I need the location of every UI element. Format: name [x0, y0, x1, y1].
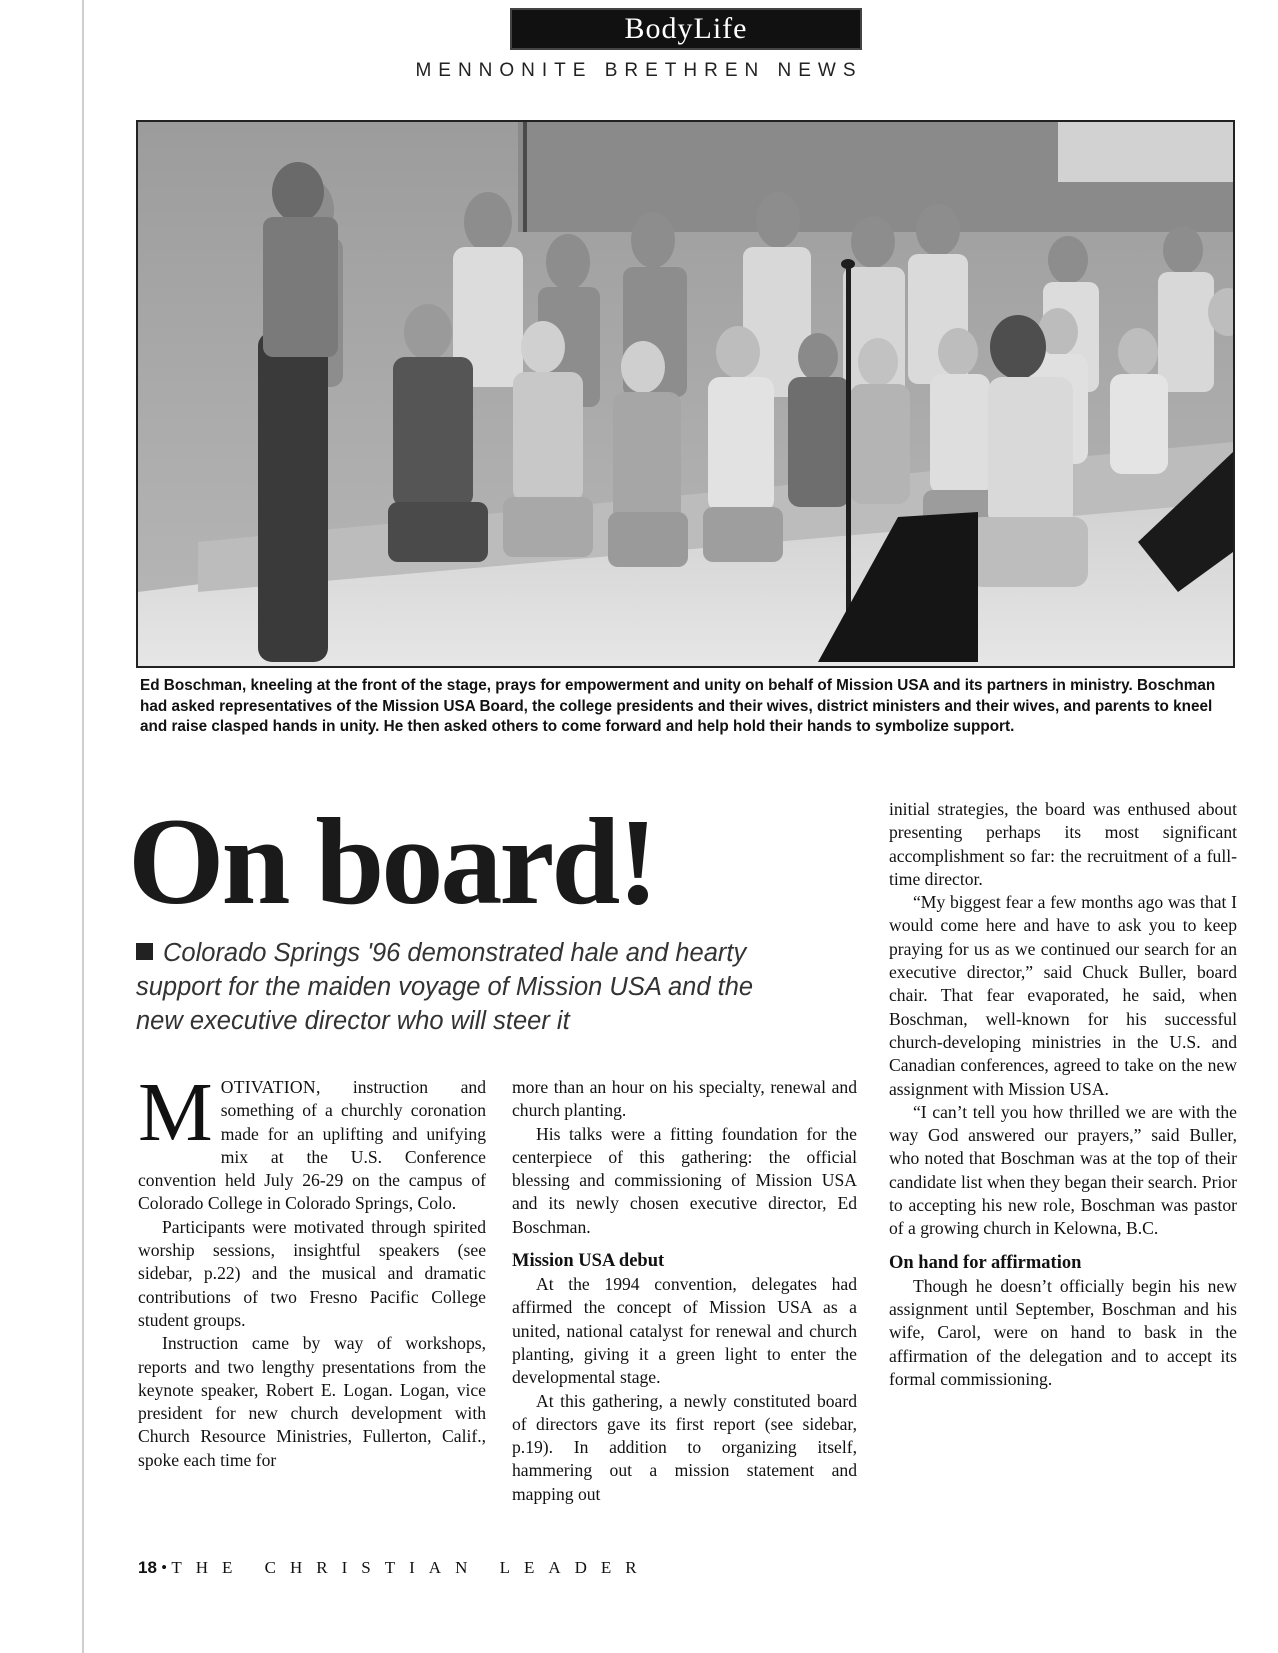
article-column-2	[512, 1076, 857, 1506]
page-footer	[138, 1558, 651, 1578]
lead-caps: OTIVATION	[220, 1077, 316, 1097]
paragraph: At this gathering, a newly constituted board of directors gave its first report (see sidebar, p.19). In addition to organizing itself, hammering out a mission statement and mapping out	[512, 1390, 857, 1504]
margin-rule	[82, 0, 84, 1653]
publication-name: THE CHRISTIAN LEADER	[171, 1558, 651, 1577]
lead-paragraph	[138, 1066, 486, 1216]
article-deck	[136, 936, 796, 1038]
photo-illustration	[138, 122, 1233, 666]
section-subtitle: MENNONITE BRETHREN NEWS	[415, 60, 863, 81]
paragraph: Instruction came by way of workshops, reports and two lengthy presentations from the keynote speaker, Robert E. Logan. Logan, vice president for new church development with Church Resource Ministries, Fullerton, Calif., spoke each time for	[138, 1333, 486, 1470]
article-column-3	[889, 798, 1237, 1391]
drop-cap: M	[138, 1066, 213, 1159]
paragraph: Participants were motivated through spirited worship sessions, insightful speakers (see sidebar, p.22) and the musical and dramatic contributions of two Fresno Pacific College student groups.	[138, 1216, 486, 1330]
section-masthead: BodyLife	[510, 8, 862, 50]
section-subheading: Mission USA debut	[512, 1251, 665, 1272]
section-subheading: On hand for affirmation	[889, 1252, 1082, 1273]
paragraph: initial strategies, the board was enthused about presenting perhaps its most significant accomplishment so far: the recruitment of a full-time director.	[889, 799, 1237, 889]
deck-text: Colorado Springs '96 demonstrated hale and hearty support for the maiden voyage of Mission USA and the new executive director who will steer it	[136, 939, 754, 1035]
paragraph: “My biggest fear a few months ago was that I would come here and have to ask you to keep praying for us as we continued our search for an executive director,” said Chuck Buller, board chair. That fear evaporated, he said, when Boschman, well-known for his successful church-developing ministries in the U.S. and Canadian conferences, agreed to take on the new assignment with Mission USA.	[889, 892, 1237, 1099]
paragraph: “I can’t tell you how thrilled we are with the way God answered our prayers,” said Buller, who noted that Boschman was at the top of their candidate list when they began their search. Prior to accepting his new role, Boschman was pastor of a growing church in Kelowna, B.C.	[889, 1101, 1237, 1239]
paragraph: more than an hour on his specialty, renewal and church planting.	[512, 1077, 857, 1121]
paragraph: , instruction and something of a churchly coronation made for an uplifting and unifying mix at the U.S. Conference convention held July 26-29 on the campus of Colorado College in Colorado Springs, Colo.	[138, 1077, 486, 1214]
page-number: 18	[138, 1558, 157, 1577]
news-photo	[136, 120, 1235, 668]
article-headline: On board!	[128, 793, 656, 930]
photo-caption: Ed Boschman, kneeling at the front of the stage, prays for empowerment and unity on behalf of Mission USA and its partners in ministry. Boschman had asked representatives of the Mission USA Board, the college presidents and their wives, district ministers and their wives, and parents to kneel and raise clasped hands in unity. He then asked others to come forward and help hold their hands to symbolize support.	[140, 677, 1216, 735]
paragraph: Though he doesn’t officially begin his new assignment until September, Boschman and his wife, Carol, were on hand to bask in the affirmation of the delegation and to accept its formal commissioning.	[889, 1275, 1237, 1389]
footer-bullet: •	[161, 1558, 168, 1577]
article-column-1	[138, 1066, 486, 1472]
bullet-square-icon	[136, 943, 153, 960]
paragraph: His talks were a fitting foundation for the centerpiece of this gathering: the official blessing and commissioning of Mission USA and its newly chosen executive director, Ed Boschman.	[512, 1123, 857, 1237]
paragraph: At the 1994 convention, delegates had affirmed the concept of Mission USA as a united, national catalyst for renewal and church planting, giving it a green light to enter the developmental stage.	[512, 1274, 857, 1388]
